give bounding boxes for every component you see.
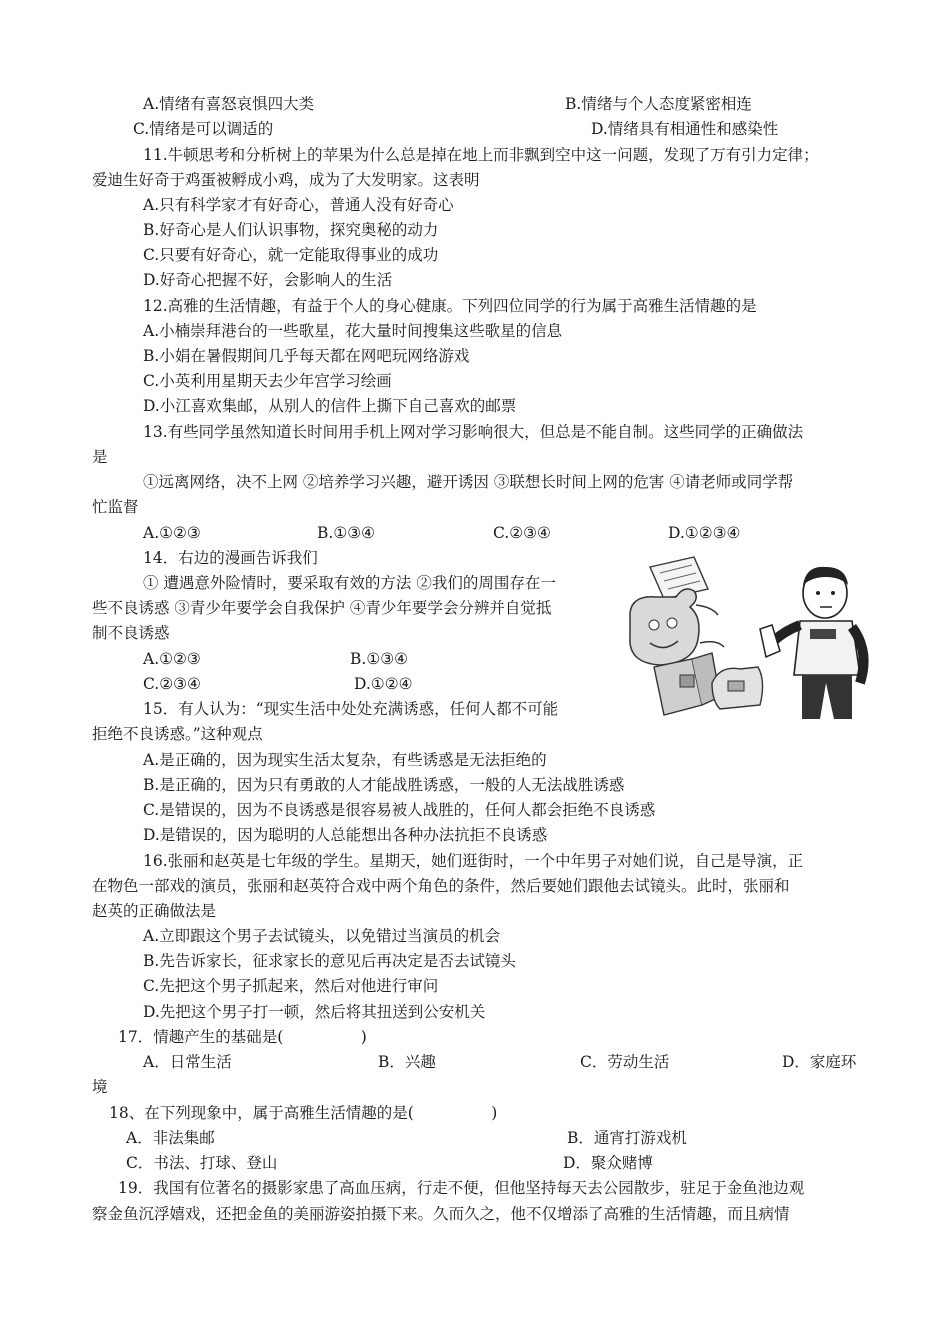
text-line: 是 bbox=[92, 448, 108, 466]
text-line: B.①③④ bbox=[317, 524, 376, 542]
text-line: B．通宵打游戏机 bbox=[567, 1129, 687, 1147]
text-line: D.好奇心把握不好，会影响人的生活 bbox=[143, 271, 393, 289]
text-line: B.是正确的，因为只有勇敢的人才能战胜诱惑，一般的人无法战胜诱惑 bbox=[143, 776, 625, 794]
text-line: ① 遭遇意外险情时，要采取有效的方法 ②我们的周围存在一 bbox=[143, 574, 556, 592]
text-line: C.情绪是可以调适的 bbox=[133, 120, 274, 138]
text-line: C.先把这个男子抓起来，然后对他进行审问 bbox=[143, 977, 439, 995]
text-line: D.情绪具有相通性和感染性 bbox=[591, 120, 779, 138]
text-line: A．非法集邮 bbox=[126, 1129, 215, 1147]
text-line: 察金鱼沉浮嬉戏，还把金鱼的美丽游姿拍摄下来。久而久之，他不仅增添了高雅的生活情趣，而且病情 bbox=[92, 1205, 790, 1223]
text-line: 赵英的正确做法是 bbox=[92, 902, 217, 920]
text-line: C.只要有好奇心，就一定能取得事业的成功 bbox=[143, 246, 439, 264]
text-line: 12.高雅的生活情趣，有益于个人的身心健康。下列四位同学的行为属于高雅生活情趣的是 bbox=[143, 297, 757, 315]
text-line: 13.有些同学虽然知道长时间用手机上网对学习影响很大，但总是不能自制。这些同学的正确做法 bbox=[143, 423, 804, 441]
text-line: 16.张丽和赵英是七年级的学生。星期天，她们逛街时，一个中年男子对她们说，自己是导演，正 bbox=[143, 852, 804, 870]
text-line: 19．我国有位著名的摄影家患了高血压病，行走不便，但他坚持每天去公园散步，驻足于金鱼池边观 bbox=[118, 1179, 805, 1197]
text-line: A.①②③ bbox=[143, 524, 201, 542]
text-line: A.只有科学家才有好奇心，普通人没有好奇心 bbox=[143, 196, 454, 214]
text-line: A．日常生活 bbox=[143, 1053, 232, 1071]
text-line: C.②③④ bbox=[493, 524, 551, 542]
text-line: C.是错误的，因为不良诱惑是很容易被人战胜的，任何人都会拒绝不良诱惑 bbox=[143, 801, 656, 819]
text-line: 14．右边的漫画告诉我们 bbox=[143, 549, 318, 567]
text-line: C.小英利用星期天去少年宫学习绘画 bbox=[143, 372, 392, 390]
text-line: 在物色一部戏的演员，张丽和赵英符合戏中两个角色的条件，然后要她们跟他去试镜头。此时，张丽和 bbox=[92, 877, 790, 895]
text-line: ①远离网络，决不上网 ②培养学习兴趣，避开诱因 ③联想长时间上网的危害 ④请老师或同学帮 bbox=[143, 473, 794, 491]
text-line: A.情绪有喜怒哀惧四大类 bbox=[143, 95, 315, 113]
text-line: D.小江喜欢集邮，从别人的信件上撕下自己喜欢的邮票 bbox=[143, 397, 517, 415]
text-line: C.②③④ bbox=[143, 675, 201, 693]
text-line: B.小娟在暑假期间几乎每天都在网吧玩网络游戏 bbox=[143, 347, 470, 365]
text-line: D．聚众赌博 bbox=[563, 1154, 653, 1172]
text-line: B.先告诉家长，征求家长的意见后再决定是否去试镜头 bbox=[143, 952, 516, 970]
text-line: B.①③④ bbox=[350, 650, 409, 668]
text-line: 些不良诱惑 ③青少年要学会自我保护 ④青少年要学会分辨并自觉抵 bbox=[92, 599, 552, 617]
text-line: A.是正确的，因为现实生活太复杂，有些诱惑是无法拒绝的 bbox=[143, 751, 547, 769]
text-line: 18、在下列现象中，属于高雅生活情趣的是( ) bbox=[109, 1104, 498, 1122]
text-line: A.小楠崇拜港台的一些歌星，花大量时间搜集这些歌星的信息 bbox=[143, 322, 563, 340]
text-line: 15．有人认为：“现实生活中处处充满诱惑，任何人都不可能 bbox=[143, 700, 559, 718]
text-line: B．兴趣 bbox=[378, 1053, 436, 1071]
text-line: C．劳动生活 bbox=[580, 1053, 670, 1071]
text-line: B.情绪与个人态度紧密相连 bbox=[565, 95, 752, 113]
text-line: 爱迪生好奇于鸡蛋被孵成小鸡，成为了大发明家。这表明 bbox=[92, 171, 480, 189]
text-line: 11.牛顿思考和分析树上的苹果为什么总是掉在地上而非飘到空中这一问题，发现了万有引力定律； bbox=[143, 146, 819, 164]
text-line: D．家庭环 bbox=[782, 1053, 857, 1071]
text-line: 境 bbox=[92, 1078, 108, 1096]
text-line: D.①②④ bbox=[354, 675, 413, 693]
text-line: 17．情趣产生的基础是( ) bbox=[118, 1028, 367, 1046]
text-line: C．书法、打球、登山 bbox=[126, 1154, 278, 1172]
text-line: 制不良诱惑 bbox=[92, 624, 170, 642]
text-line: D.先把这个男子打一顿，然后将其扭送到公安机关 bbox=[143, 1003, 486, 1021]
text-line: D.是错误的，因为聪明的人总能想出各种办法抗拒不良诱惑 bbox=[143, 826, 548, 844]
text-line: A.立即跟这个男子去试镜头，以免错过当演员的机会 bbox=[143, 927, 501, 945]
text-line: 忙监督 bbox=[92, 498, 139, 516]
text-line: 拒绝不良诱惑。”这种观点 bbox=[92, 725, 263, 743]
text-line: B.好奇心是人们认识事物，探究奥秘的动力 bbox=[143, 221, 439, 239]
text-line: D.①②③④ bbox=[668, 524, 741, 542]
text-line: A.①②③ bbox=[143, 650, 201, 668]
cartoon-illustration bbox=[620, 555, 882, 725]
